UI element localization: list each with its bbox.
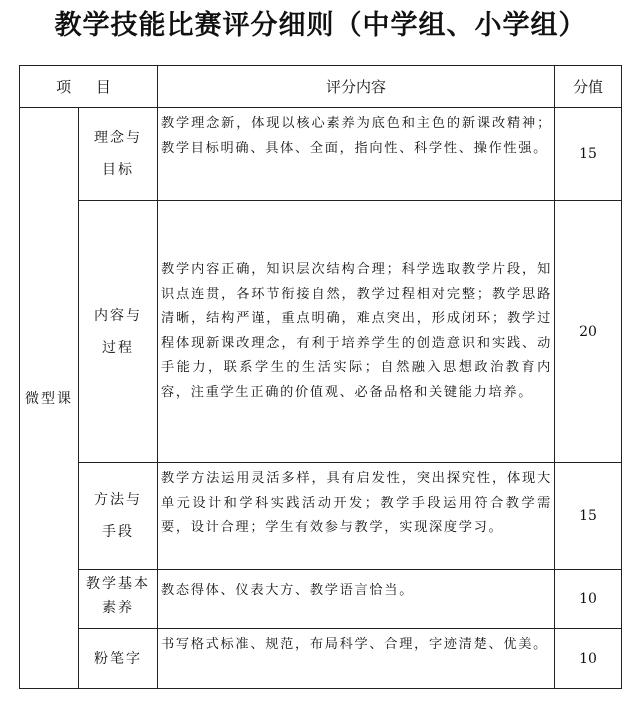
- criteria-text: 教态得体、仪表大方、教学语言恰当。: [158, 570, 555, 629]
- criteria-text: 教学内容正确，知识层次结构合理；科学选取教学片段，知识点连贯，各环节衔接自然，教学过程相对完整；教学思路清晰，结构严谨，重点明确，难点突出，形成闭环；教学过程体现新课改理念，有利于培养学生的创造意识和实践、动手能力，联系学生的生活实际；自然融入思想政治教育内容，注重学生正确的价值观、必备品格和关键能力培养。: [158, 201, 555, 463]
- sub-item-label: 素养: [102, 600, 134, 616]
- sub-item-cell: [79, 463, 158, 570]
- score-value: 15: [555, 463, 622, 570]
- sub-item-label: 内容与: [94, 307, 142, 324]
- sub-item-label: 目标: [102, 162, 134, 178]
- score-value: 20: [555, 201, 622, 463]
- sub-item-cell: [79, 201, 158, 463]
- category-cell: 微型课: [20, 108, 79, 689]
- table-header-row: [20, 66, 622, 108]
- table-row: [20, 201, 622, 463]
- header-content: 评分内容: [158, 66, 555, 108]
- header-item: 项 目: [20, 66, 158, 108]
- table-row: [20, 629, 622, 689]
- score-value: 10: [555, 629, 622, 689]
- table-row: [20, 570, 622, 629]
- sub-item-label: 过程: [102, 339, 134, 356]
- scoring-table: [19, 65, 622, 689]
- sub-item-label: 教学基本: [86, 576, 150, 592]
- page-title: 教学技能比赛评分细则（中学组、小学组）: [54, 10, 587, 41]
- criteria-text: 教学理念新，体现以核心素养为底色和主色的新课改精神；教学目标明确、具体、全面，指向性、科学性、操作性强。: [158, 108, 555, 201]
- criteria-text: 教学方法运用灵活多样，具有启发性，突出探究性，体现大单元设计和学科实践活动开发；教学手段运用符合教学需要，设计合理；学生有效参与教学，实现深度学习。: [158, 463, 555, 570]
- criteria-text: 书写格式标准、规范，布局科学、合理，字迹清楚、优美。: [158, 629, 555, 689]
- sub-item-cell: [79, 570, 158, 629]
- sub-item-cell: [79, 108, 158, 201]
- sub-item-label: 方法与: [94, 492, 142, 508]
- score-value: 15: [555, 108, 622, 201]
- header-score: 分值: [555, 66, 622, 108]
- sub-item-label: 理念与: [94, 130, 142, 146]
- score-value: 10: [555, 570, 622, 629]
- sub-item-cell: [79, 629, 158, 689]
- table-row: [20, 463, 622, 570]
- sub-item-label: 粉笔字: [94, 650, 142, 667]
- table-row: [20, 108, 622, 201]
- sub-item-label: 手段: [102, 524, 134, 540]
